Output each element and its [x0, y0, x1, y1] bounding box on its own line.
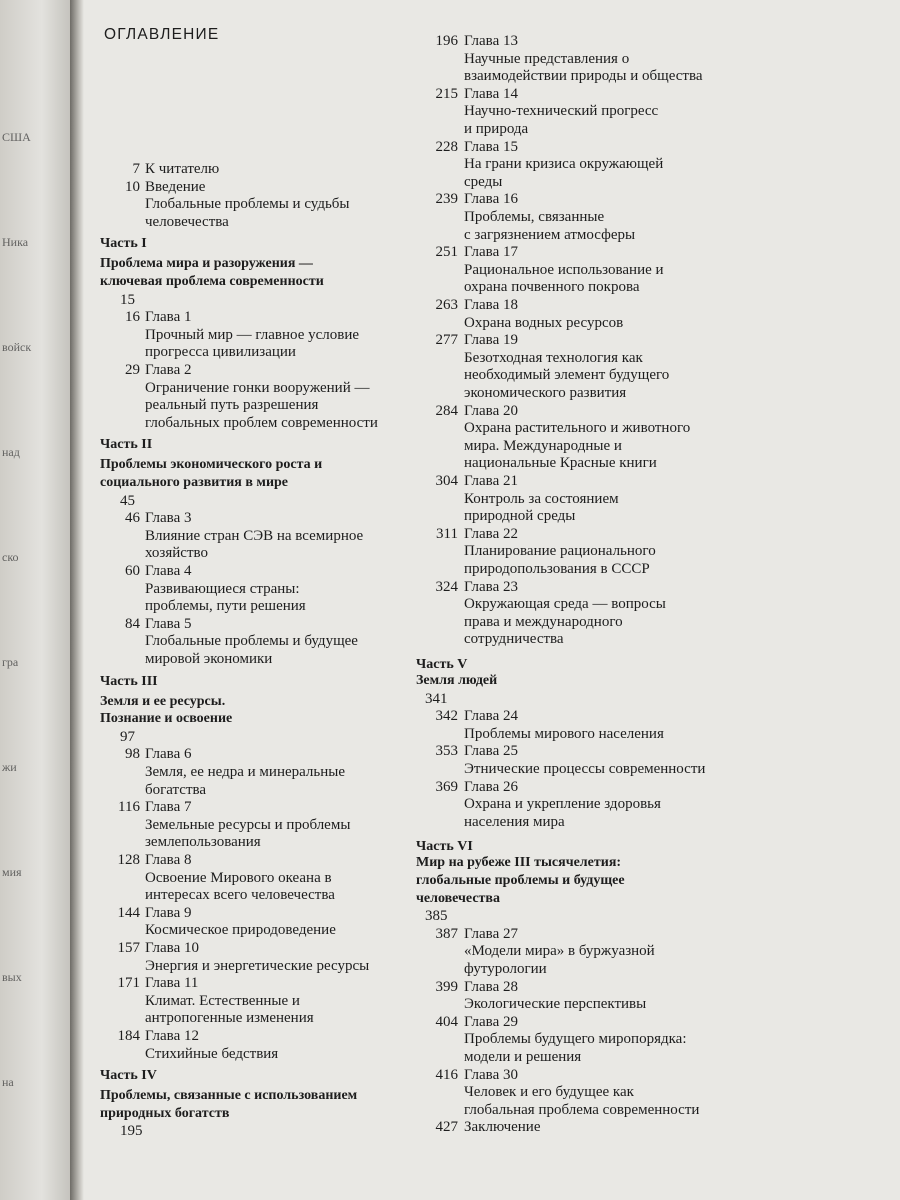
part-title: человечества — [416, 890, 500, 906]
entry-title-line: мира. Международные и — [464, 437, 622, 454]
entry-title-line: антропогенные изменения — [145, 1010, 314, 1027]
entry-page-number: 263 — [435, 297, 458, 313]
entry-title-line: Влияние стран СЭВ на всемирное — [145, 527, 364, 544]
entry-title-line: Рациональное использование и — [464, 261, 664, 278]
entry-title-line: Планирование рационального — [464, 543, 656, 560]
entry-page-number: 304 — [435, 473, 458, 489]
entry-label: Глава 19 — [464, 332, 518, 349]
entry-page-number: 277 — [435, 332, 458, 349]
entry-title-line: модели и решения — [464, 1049, 582, 1065]
adjacent-page-fragment: Ника — [2, 235, 29, 249]
entry-label: Глава 1 — [145, 309, 192, 326]
entry-title-line: Энергия и энергетические ресурсы — [145, 957, 370, 974]
entry-label: Глава 22 — [464, 525, 518, 542]
part-page-number: 15 — [120, 291, 135, 308]
entry-page-number: 427 — [435, 1119, 458, 1136]
adjacent-page-edge — [0, 0, 76, 1200]
entry-title-line: права и международного — [464, 613, 623, 630]
entry-page-number: 196 — [435, 33, 458, 49]
entry-title-line: Глобальные проблемы и будущее — [145, 633, 358, 650]
entry-label: Глава 17 — [464, 244, 518, 261]
entry-title-line: богатства — [145, 781, 207, 798]
entry-title-line: Развивающиеся страны: — [145, 580, 300, 597]
entry-label: Глава 4 — [145, 563, 192, 579]
entry-page-number: 387 — [435, 925, 458, 942]
entry-label: Введение — [145, 178, 206, 195]
adjacent-page-fragment: США — [2, 130, 31, 144]
part-page-number: 45 — [120, 492, 135, 509]
entry-label: Глава 10 — [145, 940, 199, 956]
entry-title-line: природной среды — [464, 508, 576, 525]
entry-page-number: 116 — [118, 799, 140, 816]
part-label: Часть VI — [416, 839, 473, 855]
entry-page-number: 284 — [435, 402, 458, 419]
entry-title-line: Человек и его будущее как — [464, 1084, 634, 1101]
entry-title-line: Стихийные бедствия — [145, 1045, 279, 1062]
entry-label: Глава 7 — [145, 799, 192, 816]
entry-title-line: реальный путь разрешения — [145, 397, 319, 414]
entry-title-line: Ограничение гонки вооружений — — [145, 379, 370, 396]
entry-label: Глава 25 — [464, 743, 518, 760]
entry-label: Глава 26 — [464, 778, 518, 795]
entry-title-line: Земельные ресурсы и проблемы — [145, 816, 351, 833]
entry-title-line: Проблемы, связанные — [464, 209, 605, 225]
entry-label: Глава 20 — [464, 402, 518, 419]
entry-page-number: 46 — [125, 510, 140, 527]
part-title: Земля людей — [416, 673, 498, 688]
entry-title-line: с загрязнением атмосферы — [464, 226, 636, 243]
entry-title-line: интересах всего человечества — [145, 887, 335, 904]
entry-page-number: 29 — [125, 362, 140, 378]
adjacent-page-fragment: над — [2, 445, 20, 459]
adjacent-page-fragment: жи — [2, 760, 17, 774]
entry-title-line: Этнические процессы современности — [464, 761, 706, 777]
part-title: Земля и ее ресурсы. — [100, 693, 226, 709]
part-title: Мир на рубеже III тысячелетия: — [416, 855, 622, 871]
entry-title-line: На грани кризиса окружающей — [464, 156, 664, 173]
part-label: Часть V — [416, 657, 468, 672]
entry-title-line: Прочный мир — главное условие — [145, 326, 360, 343]
entry-page-number: 416 — [435, 1066, 458, 1083]
entry-label: Заключение — [464, 1119, 541, 1136]
entry-title-line: Космическое природоведение — [145, 922, 336, 939]
part-title: ключевая проблема современности — [100, 274, 324, 289]
part-title: Проблема мира и разоружения — — [100, 256, 313, 272]
entry-title-line: Охрана и укрепление здоровья — [464, 796, 661, 813]
entry-title-line: глобальных проблем современности — [145, 414, 378, 431]
entry-page-number: 404 — [435, 1013, 458, 1030]
part-title: глобальные проблемы и будущее — [416, 873, 625, 888]
entry-title-line: среды — [464, 173, 503, 190]
part-title: социального развития в мире — [100, 475, 289, 490]
entry-page-number: 342 — [435, 708, 458, 725]
entry-title-line: охрана почвенного покрова — [464, 279, 640, 296]
page-title: ОГЛАВЛЕНИЕ — [104, 26, 220, 43]
entry-title-line: Земля, ее недра и минеральные — [145, 764, 346, 780]
entry-label: Глава 13 — [464, 33, 518, 49]
entry-title-line: и природа — [464, 121, 529, 137]
entry-label: Глава 8 — [145, 852, 192, 868]
entry-page-number: 353 — [435, 743, 458, 760]
entry-label: Глава 3 — [145, 510, 192, 527]
part-label: Часть IV — [100, 1068, 157, 1084]
entry-label: Глава 11 — [145, 975, 199, 992]
entry-title-line: экономического развития — [464, 385, 627, 401]
part-label: Часть I — [100, 236, 147, 252]
entry-title-line: Климат. Естественные и — [145, 992, 300, 1009]
entry-page-number: 369 — [435, 778, 458, 795]
entry-page-number: 324 — [435, 578, 458, 595]
entry-title-line: взаимодействии природы и общества — [464, 68, 703, 85]
part-label: Часть III — [100, 673, 158, 689]
entry-page-number: 7 — [132, 161, 140, 177]
entry-title-line: человечества — [145, 213, 229, 230]
entry-title-line: природопользования в СССР — [464, 561, 650, 577]
entry-label: Глава 5 — [145, 615, 192, 632]
entry-title-line: глобальная проблема современности — [464, 1101, 700, 1118]
adjacent-page-fragment: войск — [2, 340, 32, 354]
entry-title-line: Охрана растительного и животного — [464, 420, 691, 437]
entry-title-line: населения мира — [464, 813, 565, 830]
entry-title-line: Проблемы мирового населения — [464, 725, 664, 742]
entry-label: Глава 15 — [464, 138, 518, 155]
entry-page-number: 157 — [117, 940, 140, 956]
entry-page-number: 98 — [125, 746, 140, 763]
entry-page-number: 215 — [435, 85, 458, 102]
entry-label: Глава 12 — [145, 1028, 199, 1044]
entry-page-number: 16 — [125, 309, 140, 326]
entry-page-number: 399 — [435, 978, 458, 995]
entry-label: Глава 29 — [464, 1013, 518, 1030]
entry-label: Глава 24 — [464, 708, 518, 725]
adjacent-page-fragment: мия — [2, 865, 22, 879]
entry-title-line: Научно-технический прогресс — [464, 103, 659, 120]
entry-title-line: Контроль за состоянием — [464, 490, 619, 507]
entry-title-line: сотрудничества — [464, 631, 564, 648]
entry-title-line: Окружающая среда — вопросы — [464, 596, 666, 613]
adjacent-page-fragment: гра — [2, 655, 19, 669]
entry-page-number: 128 — [117, 852, 140, 868]
adjacent-page-fragment: на — [2, 1075, 14, 1089]
book-gutter — [70, 0, 84, 1200]
part-label: Часть II — [100, 437, 153, 453]
entry-page-number: 184 — [117, 1028, 140, 1044]
entry-label: Глава 6 — [145, 746, 192, 763]
entry-title-line: национальные Красные книги — [464, 455, 657, 472]
entry-page-number: 251 — [435, 244, 458, 261]
entry-title-line: Экологические перспективы — [464, 996, 647, 1013]
entry-label: Глава 23 — [464, 578, 518, 595]
part-title: природных богатств — [100, 1105, 230, 1121]
entry-title-line: Охрана водных ресурсов — [464, 314, 624, 331]
entry-label: К читателю — [145, 161, 220, 177]
entry-page-number: 60 — [125, 563, 140, 579]
entry-title-line: Проблемы будущего миропорядка: — [464, 1031, 687, 1048]
entry-label: Глава 28 — [464, 978, 518, 995]
entry-title-line: хозяйство — [145, 545, 208, 562]
part-page-number: 195 — [120, 1123, 143, 1140]
entry-label: Глава 18 — [464, 297, 518, 313]
entry-label: Глава 14 — [464, 85, 518, 102]
entry-label: Глава 16 — [464, 191, 518, 208]
entry-label: Глава 21 — [464, 473, 518, 489]
part-page-number: 97 — [120, 728, 135, 745]
entry-page-number: 239 — [435, 191, 458, 208]
entry-title-line: прогресса цивилизации — [145, 344, 296, 361]
entry-page-number: 144 — [117, 904, 140, 921]
adjacent-page-fragment: ско — [2, 550, 19, 564]
entry-label: Глава 9 — [145, 904, 192, 921]
entry-title-line: землепользования — [145, 834, 261, 851]
entry-page-number: 10 — [125, 178, 140, 195]
entry-title-line: мировой экономики — [145, 651, 273, 667]
entry-label: Глава 2 — [145, 362, 192, 378]
entry-title-line: футурологии — [464, 961, 547, 977]
entry-page-number: 311 — [436, 525, 458, 542]
entry-label: Глава 30 — [464, 1066, 518, 1083]
entry-title-line: Глобальные проблемы и судьбы — [145, 196, 350, 213]
part-title: Проблемы экономического роста и — [100, 457, 323, 473]
entry-title-line: Освоение Мирового океана в — [145, 869, 332, 886]
part-page-number: 341 — [425, 690, 448, 707]
part-title: Познание и освоение — [100, 711, 233, 727]
entry-page-number: 84 — [125, 615, 140, 632]
entry-title-line: Безотходная технология как — [464, 349, 643, 366]
part-page-number: 385 — [425, 908, 448, 925]
entry-title-line: «Модели мира» в буржуазной — [464, 943, 655, 960]
entry-label: Глава 27 — [464, 925, 518, 942]
adjacent-page-fragment: вых — [2, 970, 22, 984]
entry-page-number: 171 — [117, 975, 140, 992]
entry-title-line: Научные представления о — [464, 50, 630, 67]
part-title: Проблемы, связанные с использованием — [100, 1088, 358, 1104]
toc-page — [84, 0, 900, 1200]
entry-title-line: проблемы, пути решения — [145, 598, 306, 615]
entry-title-line: необходимый элемент будущего — [464, 367, 670, 384]
entry-page-number: 228 — [435, 138, 458, 155]
